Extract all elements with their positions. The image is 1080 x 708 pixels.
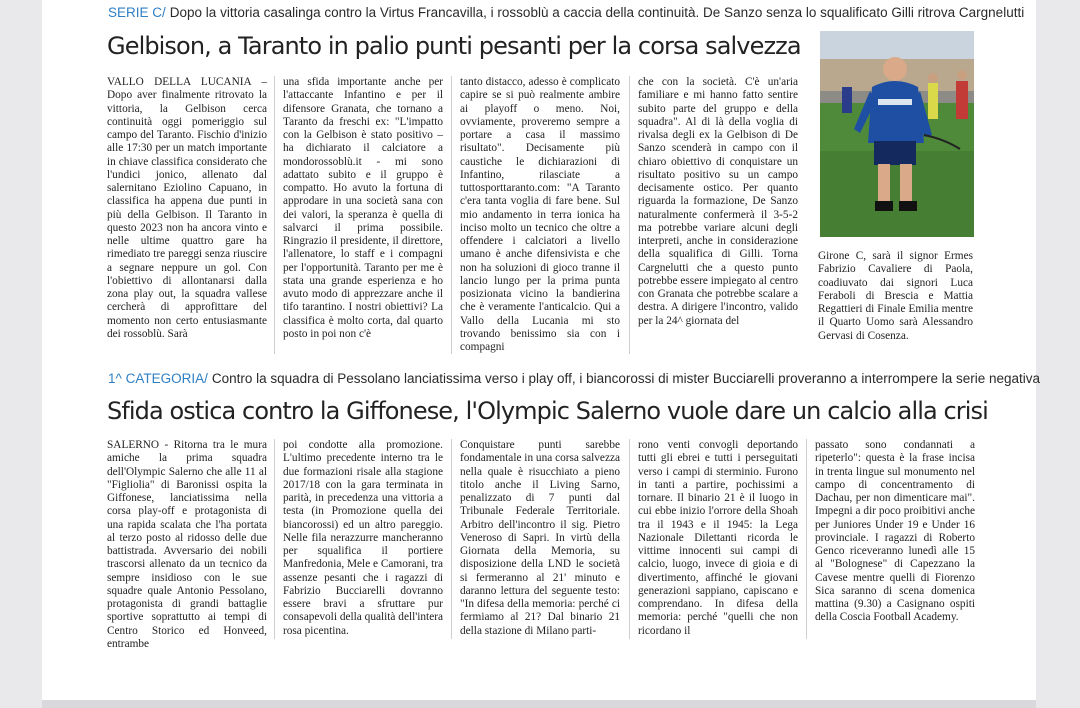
column-rule bbox=[274, 76, 275, 354]
article1-kicker bbox=[108, 3, 1025, 23]
article1-column-4: che con la società. C'è un'aria familiare e mi hanno fatto sentire subito parte del gruppo e della squadra". Al di là della voglia di rivalsa degli ex la Gelbison di De Sanzo scenderà in campo con il chiaro obiettivo di conquistare un risultato positivo su un campo decisamente ostico. Per quanto riguarda la formazione, De Sanzo naturalmente confermerà il 3-5-2 ma potrebbe variare alcuni degli interpreti, anche in considerazione della squalifica di Gilli. Torna Cargnelutti che a questo punto potrebbe essere impiegato al centro con Granata che potrebbe scalare a destra. A dirigere l'incontro, valido per la 24^ giornata del bbox=[638, 76, 798, 327]
column-rule bbox=[451, 439, 452, 639]
article2-column-3: Conquistare punti sarebbe fondamentale in una corsa salvezza nella quale è risucchiato a pieno titolo anche il Living Sarno, penalizzato di 7 punti dal Tribunale Federale Territoriale. Arbitro dell'incontro il sig. Pietro Veneroso di Sapri. In virtù della Giornata della Memoria, su disposizione della LND le società si fermeranno al 21' minuto e daranno lettura del seguente testo: "In difesa della memoria: perché ci fermiamo al 21? Dal binario 21 della stazione di Milano parti- bbox=[460, 439, 620, 637]
kicker-slash: / bbox=[204, 371, 208, 386]
kicker-slash: / bbox=[162, 5, 166, 20]
article1-column-5: Girone C, sarà il signor Ermes Fabrizio Cavaliere di Paola, coadiuvato dai signori Luca Feraboli di Brescia e Mattia Regattieri di Finale Emilia mentre il Quarto Uomo sarà Alessandro Gervasi di Cosenza. bbox=[818, 250, 973, 342]
article2-kicker-text: Contro la squadra di Pessolano lanciatissima verso i play off, i biancorossi di mister Bucciarelli proveranno a interrompere la serie negativa bbox=[211, 371, 1041, 386]
article1-column-1: VALLO DELLA LUCANIA – Dopo aver finalmente ritrovato la vittoria, la Gelbison cerca continuità oggi pomeriggio sul campo del Taranto. Fischio d'inizio alle 17:30 per un match importante in chiave classifica considerato che l'undici jonico, allenato dal salernitano Eziolino Capuano, in classifica ha appena due punti in più della Gelbison. Il Taranto in questo 2023 non ha ancora vinto e nelle ultime quattro gare ha rimediato tre pareggi senza riuscire a segnare neppure un gol. Con l'obiettivo di allontanarsi dalla zona play out, la squadra vallese cercherà di approfittare del momento non certo entusiasmante dei rossoblù. Sarà bbox=[107, 76, 267, 340]
article1-column-2: una sfida importante anche per l'attaccante Infantino e per il difensore Granata, che tornano a Taranto da freschi ex: "L'impatto con la Gelbison è stato positivo – ha dichiarato il calciatore a mondorossoblù.it - mi sono adattato subito e il gruppo è compatto. Ho avuto la fortuna di approdare in una società sana con dei valori, la speranza è quella di salvarci il prima possibile. Ringrazio il presidente, il direttore, l'allenatore, lo staff e i compagni per l'opportunità. Taranto per me è stata una grande esperienza e ho avuto modo di apprezzare anche il tifo tarantino. I nostri obiettivi? La classifica è molto corta, dal quarto posto in poi non c'è bbox=[283, 76, 443, 340]
column-rule bbox=[451, 76, 452, 354]
column-rule bbox=[274, 439, 275, 639]
column-rule bbox=[629, 439, 630, 639]
article1-column-3: tanto distacco, adesso è complicato capire se si può realmente ambire ai playoff o meno. Noi, ovviamente, proveremo sempre a portare a casa il massimo risultato". Decisamente più caustiche le dichiarazioni di Infantino, rilasciate a tuttosporttaranto.com: "A Taranto c'era tanta voglia di fare bene. Sul mio andamento in terra ionica ha inciso molto un tecnico che oltre a offendere i calciatori a livello umano è anche difensivista e che non ha soluzioni di gioco tranne il lancio lungo per la prima punta posizionata vicino la bandierina che è veramente l'anticalcio. Qui a Vallo della Lucania mi sto trovando benissimo sia con i compagni bbox=[460, 76, 620, 353]
article2-headline: Sfida ostica contro la Giffonese, l'Olympic Salerno vuole dare un calcio alla crisi bbox=[107, 397, 988, 425]
article2-kicker bbox=[108, 369, 1041, 389]
column-rule bbox=[806, 439, 807, 639]
article-photo bbox=[820, 31, 974, 237]
article2-column-4: rono venti convogli deportando tutti gli ebrei e tutti i perseguitati verso i campi di sterminio. Furono in tanti a partire, pochissimi a tornare. Il binario 21 è il luogo in cui ebbe inizio l'orrore della Shoah tra il 1943 e il 1945: la Lega Nazionale Dilettanti ricorda le vittime innocenti sui campi di calcio, luogo, invece di gioia e di divertimento, affinché le giovani generazioni sappiano, capiscano e comprendano. In difesa della memoria: perché "quelli che non ricordano il bbox=[638, 439, 798, 637]
article2-column-1: SALERNO - Ritorna tra le mura amiche la prima squadra dell'Olympic Salerno che alle 11 al "Figliolia" di Baronissi ospita la Giffonese, lanciatissima nella corsa play-off e protagonista di una rapida scalata che l'ha portata al terzo posto al ridosso delle due battistrada. Avversario dei nobili trascorsi allenato da un tecnico da sempre insidioso con le sue squadre quale Antonio Pessolano, protagonista di grandi battaglie sportive soprattutto ai tempi di Centro Storico ed Honveed, entrambe bbox=[107, 439, 267, 650]
page-shadow bbox=[42, 700, 1036, 708]
article2-kicker-tag: 1^ CATEGORIA bbox=[108, 371, 205, 386]
article1-kicker-tag: SERIE C bbox=[108, 5, 163, 20]
article1-kicker-text: Dopo la vittoria casalinga contro la Virtus Francavilla, i rossoblù a caccia della continuità. De Sanzo senza lo squalificato Gilli ritrova Cargnelutti bbox=[169, 5, 1025, 20]
column-rule bbox=[629, 76, 630, 354]
article1-headline: Gelbison, a Taranto in palio punti pesanti per la corsa salvezza bbox=[107, 32, 801, 60]
article2-column-2: poi condotte alla promozione. L'ultimo precedente interno tra le due formazioni risale alla stagione 2017/18 con la gara terminata in parità, in precedenza una vittoria a testa (in Promozione quella dei biancorossi) ed un altro pareggio. Nelle fila nerazzurre mancheranno per squalifica il portiere Manfredonia, Mele e Camorani, tra assenze pesanti che i ragazzi di Fabrizio Bucciarelli dovranno essere bravi a sfruttare pur consapevoli della qualità dell'intera rosa picentina. bbox=[283, 439, 443, 637]
photo-coach-on-pitch bbox=[820, 31, 974, 237]
article2-column-5: passato sono condannati a ripeterlo": questa è la frase incisa in trenta lingue sul monumento nel campo di concentramento di Dachau, per non dimenticare mai". Impegni a dir poco proibitivi anche per Juniores Under 19 e Under 16 provinciale. I ragazzi di Roberto Genco riceveranno lunedì alle 15 al "Bolognese" di Capezzano la Cavese mentre quelli di Fiorenzo Sica saranno di scena domenica mattina (9.30) a Casignano ospiti della Coscia Football Academy. bbox=[815, 439, 975, 624]
